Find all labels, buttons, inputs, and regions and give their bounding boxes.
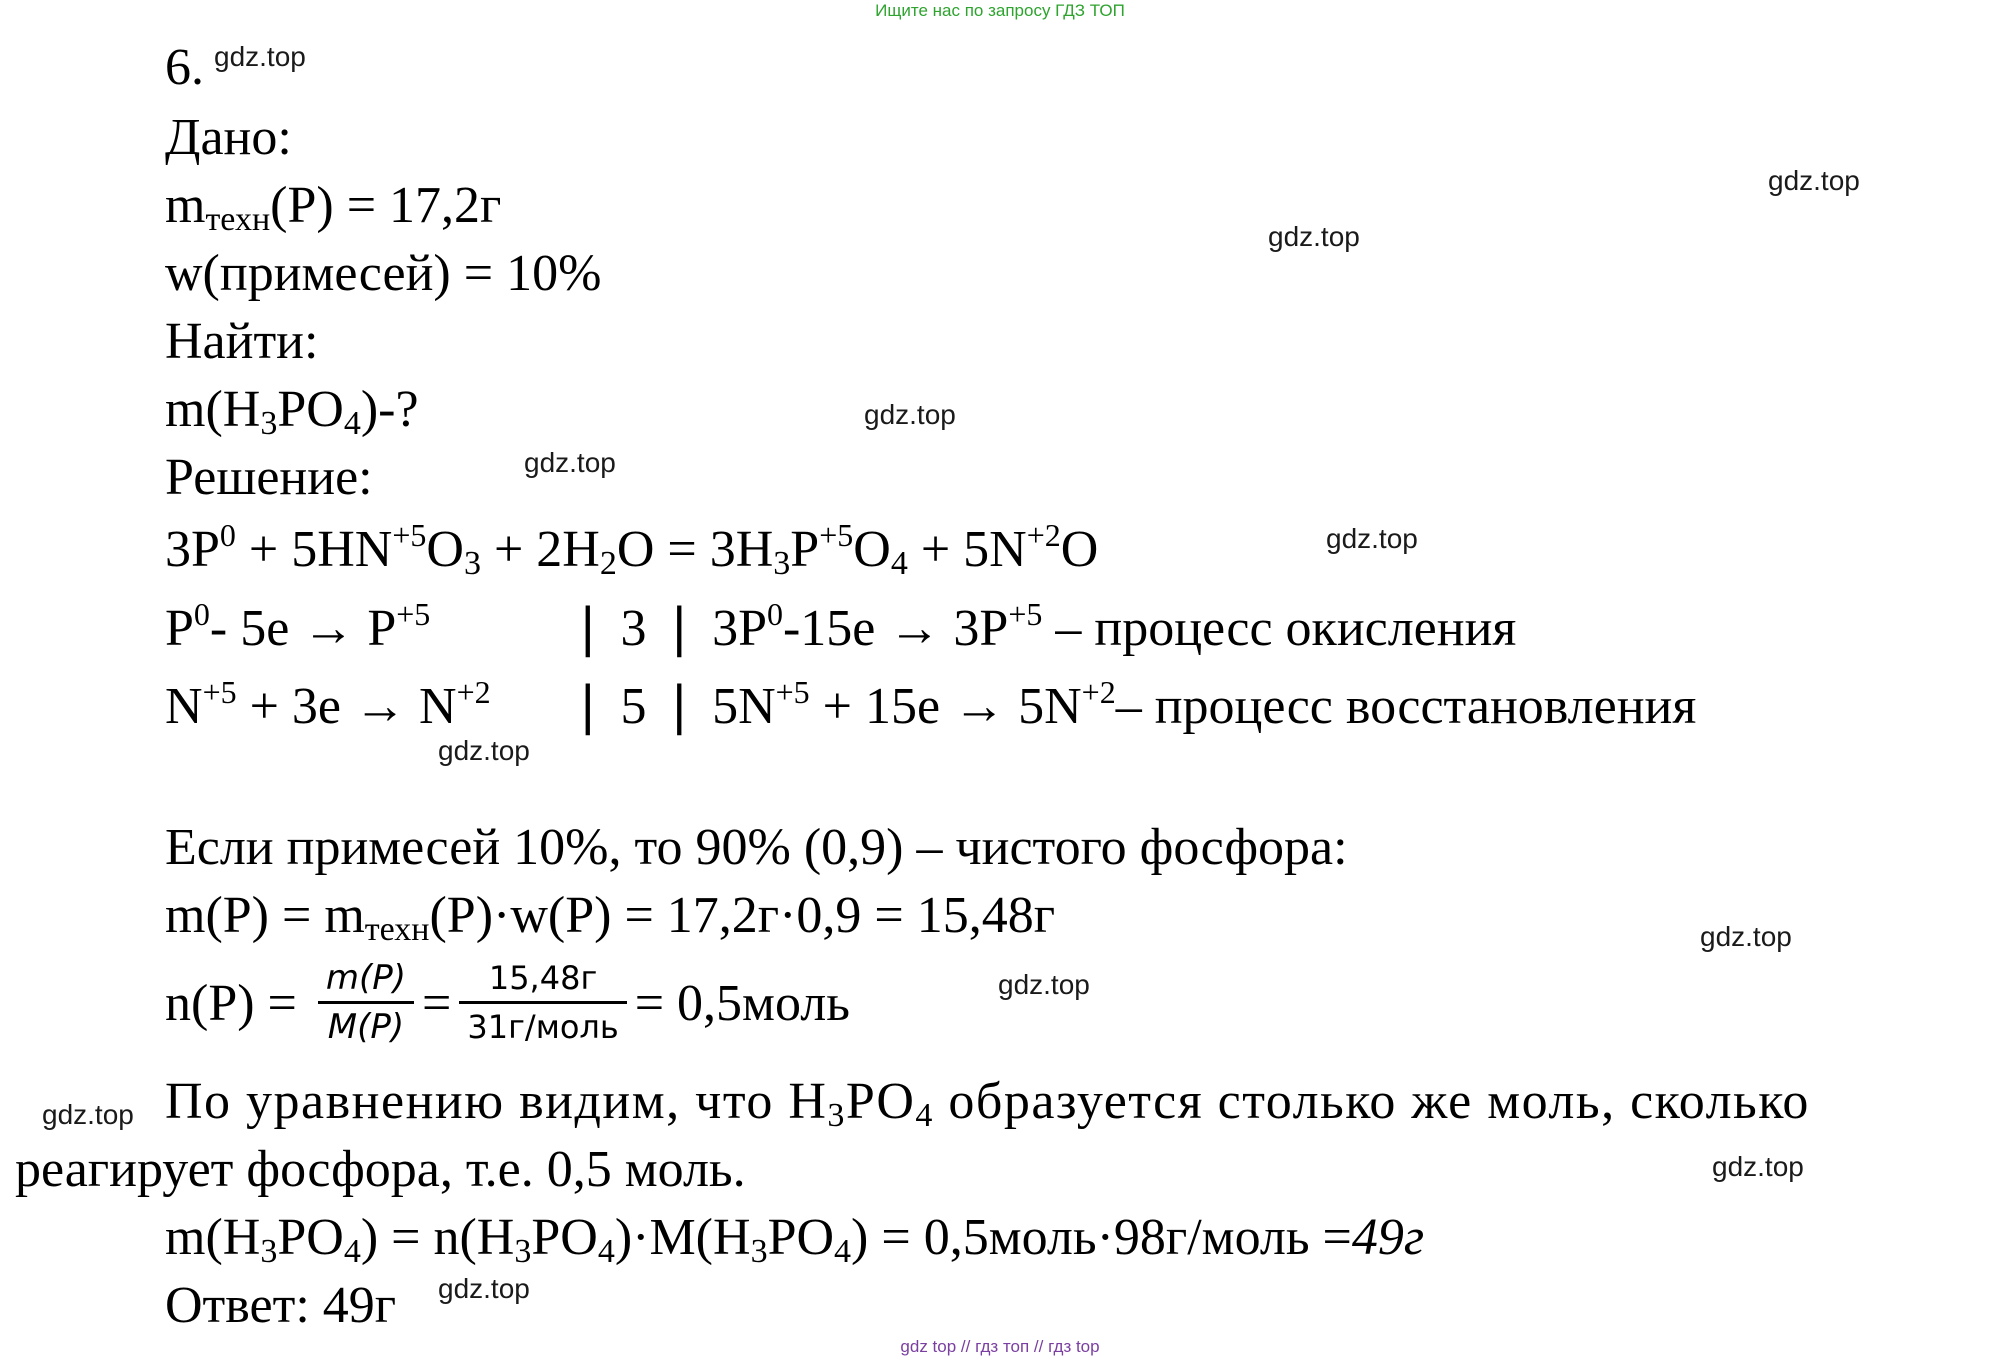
watermark: gdz.top xyxy=(1326,523,1418,554)
given-impurity: w(примесей) = 10% xyxy=(165,245,602,302)
watermark: gdz.top xyxy=(438,1273,530,1304)
watermark: gdz.top xyxy=(42,1099,134,1130)
reaction-equation: $3P^0 + 5HN^{+5}O_3 + 2H_2O = 3H_3P^{+5}O_4 + 5N^{+2}O$ xyxy=(165,517,1099,582)
find-label: Найти: xyxy=(165,313,319,370)
pure-mass-calc: $m(P) = m_{техн}(P)\cdot w(P) = 17,2г\cdot 0,9 = 15,48г$ xyxy=(165,887,1056,948)
given-mass: $m_{техн}(P) = 17,2г$ xyxy=(165,177,502,238)
final-mass-calc: $m(H_3PO_4) = n(H_3PO_4)\cdot M(H_3PO_4)$ = 0,5моль·98г/моль =49г xyxy=(165,1209,1425,1270)
watermark: gdz.top xyxy=(524,447,616,478)
answer: Ответ: 49г xyxy=(165,1277,397,1334)
watermark: gdz.top xyxy=(864,399,956,430)
watermark: gdz.top xyxy=(1768,165,1860,196)
task-number: 6. xyxy=(165,39,204,96)
watermark: gdz.top xyxy=(1712,1151,1804,1182)
watermark: gdz.top xyxy=(1268,221,1360,252)
bottom-watermark: gdz top // гдз топ // гдз top xyxy=(900,1337,1100,1356)
ratio-statement-line1: По уравнению видим, что $H_3PO_4$ образуется столько же моль, сколько xyxy=(165,1073,1810,1134)
find-target: $m(H_3PO_4)-$? xyxy=(165,381,419,442)
watermark: gdz.top xyxy=(214,41,306,72)
watermark: gdz.top xyxy=(438,735,530,766)
numeric-fraction: $\frac{15,48г}{\text{31г/моль}}$ xyxy=(459,955,626,1050)
moles-calc: n(P) = $\frac{m(P)}{M(P)}$ = $\frac{15,48г}{\text{31г/моль}}$ = 0,5моль xyxy=(165,954,850,1056)
reduction-half-reaction: $N^{+5} + 3e \to N^{+2}$ | 5 | $5N^{+5} + 15e \to 5N^{+2}-$ процесс восстановления xyxy=(165,674,1697,736)
solution-label: Решение: xyxy=(165,449,373,506)
watermark: gdz.top xyxy=(1700,921,1792,952)
watermark: gdz.top xyxy=(998,969,1090,1000)
top-watermark: Ищите нас по запросу ГДЗ ТОП xyxy=(875,1,1125,20)
symbolic-fraction: $\frac{m(P)}{M(P)}$ xyxy=(318,955,414,1050)
ratio-statement-line2: реагирует фосфора, т.е. 0,5 моль. xyxy=(15,1141,746,1198)
oxidation-half-reaction: $P^0-$ $5e \to P^{+5}$ | 3 | $3P^0-15e \to 3P^{+5}$ – процесс окисления xyxy=(165,596,1517,658)
given-label: Дано: xyxy=(165,109,292,166)
purity-statement: Если примесей 10%, то 90% (0,9) – чистого фосфора: xyxy=(165,819,1348,876)
